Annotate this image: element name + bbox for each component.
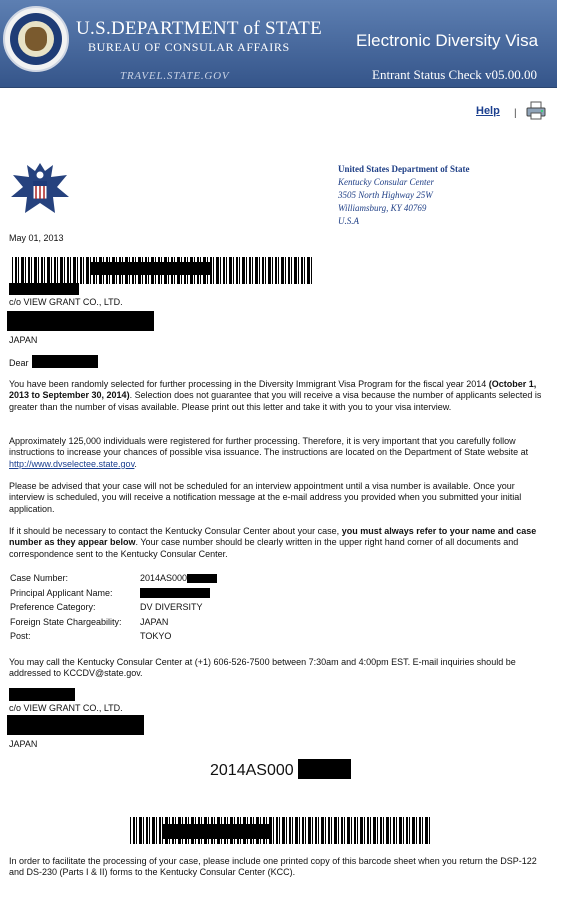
chargeability-value: JAPAN: [140, 616, 169, 627]
principal-label: Principal Applicant Name:: [10, 587, 113, 598]
country-line: JAPAN: [9, 739, 38, 749]
letterhead-org: United States Department of State: [338, 164, 470, 174]
case-number-label: Case Number:: [10, 573, 69, 583]
dvselectee-link[interactable]: http://www.dvselectee.state.gov: [9, 458, 135, 469]
department-name: U.S.DEPARTMENT of STATE: [76, 18, 322, 39]
site-header: [0, 0, 557, 88]
table-row: [10, 600, 217, 615]
paragraph-interview: Please be advised that your case will not be scheduled for an interview appointment until a visa number is available. Once your interview is scheduled, you will receive a notification message at the e-mail address you provided when you submitted your initial application.: [9, 481, 522, 514]
redacted-block: [7, 715, 144, 735]
table-row: [10, 571, 217, 586]
paragraph-contact: If it should be necessary to contact the Kentucky Consular Center about your case, you must always refer to your name and case number as they appear below. Your case number should be clearly written in the upper right hand corner of all documents and correspondence sent to the Kentucky Consular Center.: [9, 526, 537, 559]
redacted-block: [9, 688, 75, 701]
case-number-value: 2014AS000: [140, 571, 217, 586]
paragraph-processing: Approximately 125,000 individuals were registered for further processing. Therefore, it is very important that you carefully follow instructions to increase your chances of possible visa issuance. The instructions are located on the Department of State website at http://www.dvselectee.state.gov.: [9, 436, 529, 469]
site-name: TRAVEL.STATE.GOV: [120, 70, 230, 82]
app-title: Electronic Diversity Visa: [356, 31, 539, 50]
table-row: [10, 615, 217, 630]
department-seal-icon: [3, 6, 69, 72]
post-value: TOKYO: [140, 631, 172, 642]
redacted-block: [162, 824, 272, 839]
case-info-table: [10, 571, 217, 644]
print-icon[interactable]: [526, 101, 546, 120]
chargeability-label: Foreign State Chargeability:: [10, 616, 122, 627]
care-of-line: c/o VIEW GRANT CO., LTD.: [9, 703, 123, 713]
table-row: [10, 629, 217, 644]
salutation: Dear: [9, 358, 29, 368]
toolbar-separator: |: [514, 108, 517, 119]
case-number-large: 2014AS000: [210, 762, 294, 779]
bureau-name: BUREAU OF CONSULAR AFFAIRS: [88, 40, 290, 54]
letterhead-line: 3505 North Highway 25W: [338, 190, 433, 200]
country-line: JAPAN: [9, 335, 38, 345]
preference-label: Preference Category:: [10, 602, 96, 613]
care-of-line: c/o VIEW GRANT CO., LTD.: [9, 297, 123, 307]
table-row: [10, 586, 217, 601]
letterhead-line: Williamsburg, KY 40769: [338, 203, 427, 213]
letterhead-line: U.S.A: [338, 216, 359, 226]
letterhead-line: Kentucky Consular Center: [338, 177, 434, 187]
app-subtitle: Entrant Status Check v05.00.00: [372, 67, 538, 82]
preference-value: DV DIVERSITY: [140, 602, 203, 613]
paragraph-phone: You may call the Kentucky Consular Center at (+1) 606-526-7500 between 7:30am and 4:00pm EST. E-mail inquiries should be addressed to KCCDV@state.gov.: [9, 657, 516, 679]
redacted-block: [7, 311, 154, 331]
post-label: Post:: [10, 631, 31, 642]
eagle-seal-icon: [9, 157, 72, 224]
paragraph-selection: You have been randomly selected for further processing in the Diversity Immigrant Visa Program for the fiscal year 2014 (October 1, 2013 to September 30, 2014). Selection does not guarantee that you will receive a visa because the number of applicants selected is greater than the number of visas available. Please print out this letter and take it with you to your visa interview.: [9, 379, 542, 412]
redacted-block: [9, 283, 79, 295]
redacted-block: [90, 262, 210, 275]
help-link[interactable]: Help: [476, 105, 500, 117]
principal-value: [140, 586, 217, 601]
paragraph-barcode-instructions: In order to facilitate the processing of your case, please include one printed copy of this barcode sheet when you return the DSP-122 and DS-230 (Parts I & II) forms to the Kentucky Consular Center (KCC).: [9, 856, 537, 878]
redacted-block: [32, 355, 98, 368]
letter-date: May 01, 2013: [9, 233, 64, 243]
redacted-block: [298, 759, 351, 779]
letterhead-address: [338, 163, 469, 228]
